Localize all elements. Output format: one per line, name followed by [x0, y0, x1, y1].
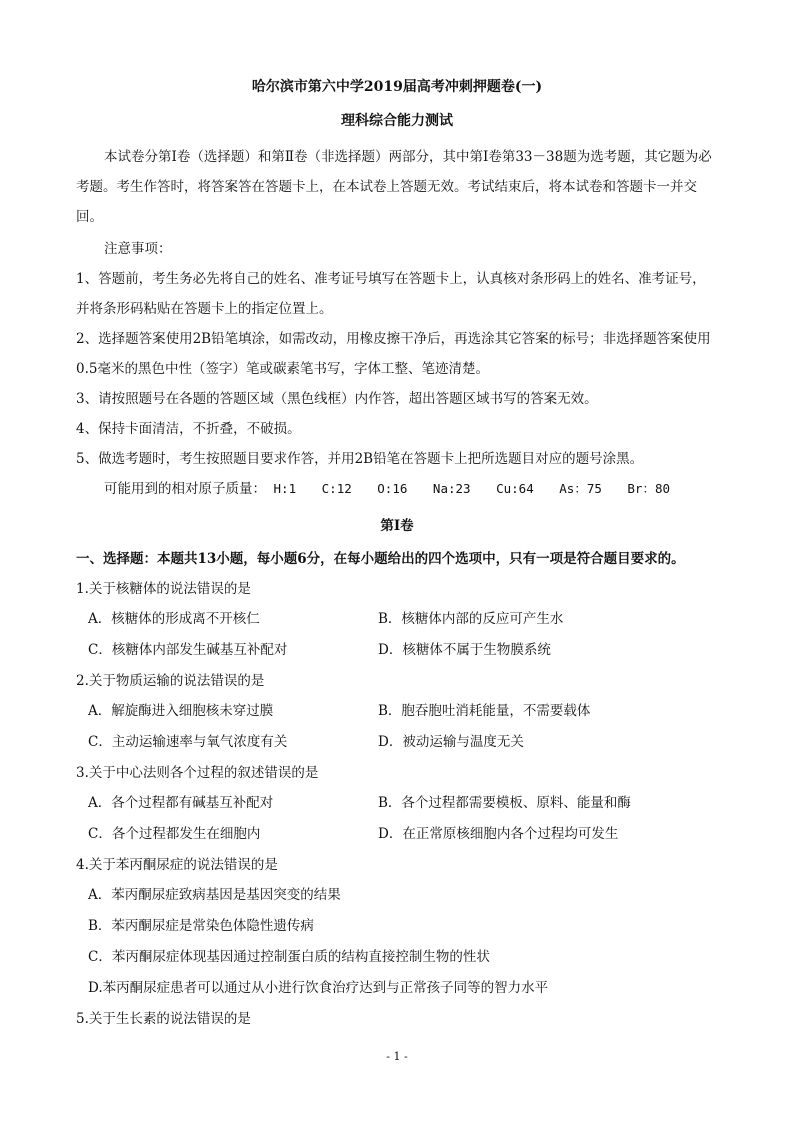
atomic-mass-value: Cu:64 [496, 481, 534, 496]
question-stem: 4.关于苯丙酮尿症的说法错误的是 [76, 857, 278, 873]
option-d: D．被动运输与温度无关 [378, 734, 524, 750]
option-c: C．核糖体内部发生碱基互补配对 [88, 642, 288, 658]
option-a: A．核糖体的形成离不开核仁 [88, 611, 260, 627]
option-b: B．各个过程都需要模板、原料、能量和酶 [378, 795, 631, 811]
notice-item: 5、做选考题时，考生按照题目要求作答，并用2B铅笔在答题卡上把所选题目对应的题号涂黑。 [76, 451, 644, 467]
notice-item: 3、请按照题号在各题的答题区域（黑色线框）内作答，超出答题区域书写的答案无效。 [76, 391, 598, 407]
notice-heading: 注意事项： [104, 241, 172, 257]
page-title: 哈尔滨市第六中学2019届高考冲刺押题卷(一) [251, 79, 543, 95]
section-title: 第Ⅰ卷 [380, 518, 414, 534]
options-row [76, 635, 718, 666]
option-a: A．解旋酶进入细胞核未穿过膜 [88, 703, 274, 719]
notice-item: 4、保持卡面清洁，不折叠，不破损。 [76, 421, 301, 437]
notice-item: 2、选择题答案使用2B铅笔填涂，如需改动，用橡皮擦干净后，再选涂其它答案的标号；非选择题答案使用0.5毫米的黑色中性（签字）笔或碳素笔书写，字体工整、笔迹清楚。 [76, 331, 711, 377]
atomic-mass-value: O:16 [377, 481, 408, 496]
option-a: A．各个过程都有碱基互补配对 [88, 795, 274, 811]
question-stem: 1.关于核糖体的说法错误的是 [76, 581, 251, 597]
option-d: D．核糖体不属于生物膜系统 [378, 642, 551, 658]
atomic-mass-value: As：75 [559, 481, 602, 496]
option-b: B．核糖体内部的反应可产生水 [378, 611, 564, 627]
question-stem: 2.关于物质运输的说法错误的是 [76, 673, 265, 689]
option-d: D.苯丙酮尿症患者可以通过从小进行饮食治疗达到与正常孩子同等的智力水平 [88, 980, 549, 996]
atomic-mass-value: H:1 [273, 481, 297, 496]
option-d: D．在正常原核细胞内各个过程均可发生 [378, 826, 619, 842]
part-heading: 一、选择题：本题共13小题，每小题6分，在每小题给出的四个选项中，只有一项是符合题目要求的。 [76, 551, 685, 567]
options-row [76, 788, 718, 819]
option-c: C．苯丙酮尿症体现基因通过控制蛋白质的结构直接控制生物的性状 [88, 949, 490, 965]
atomic-masses [76, 474, 718, 504]
intro-paragraph: 本试卷分第Ⅰ卷（选择题）和第Ⅱ卷（非选择题）两部分，其中第Ⅰ卷第33－38题为选考题，其它题为必考题。考生作答时，将答案答在答题卡上，在本试卷上答题无效。考试结束后，将本试卷和答题卡一并交回。 [76, 149, 712, 225]
atomic-mass-value: C:12 [321, 481, 352, 496]
options-row [76, 727, 718, 758]
atomic-mass-value: Br：80 [627, 481, 671, 496]
page-subtitle: 理科综合能力测试 [341, 113, 453, 129]
options-row [76, 819, 718, 850]
options-row [76, 696, 718, 727]
option-b: B．苯丙酮尿症是常染色体隐性遗传病 [88, 918, 314, 934]
page-number: - 1 - [386, 1050, 408, 1063]
notice-item: 1、答题前，考生务必先将自己的姓名、准考证号填写在答题卡上，认真核对条形码上的姓名、准考证号，并将条形码粘贴在答题卡上的指定位置上。 [76, 271, 706, 317]
option-a: A．苯丙酮尿症致病基因是基因突变的结果 [88, 887, 341, 903]
atomic-mass-value: Na:23 [432, 481, 471, 496]
option-c: C．主动运输速率与氧气浓度有关 [88, 734, 288, 750]
atomic-masses-label: 可能用到的相对原子质量： [104, 481, 266, 497]
question-stem: 3.关于中心法则各个过程的叙述错误的是 [76, 765, 319, 781]
option-b: B．胞吞胞吐消耗能量，不需要载体 [378, 703, 591, 719]
option-c: C．各个过程都发生在细胞内 [88, 826, 261, 842]
options-row [76, 604, 718, 635]
question-stem: 5.关于生长素的说法错误的是 [76, 1011, 251, 1027]
